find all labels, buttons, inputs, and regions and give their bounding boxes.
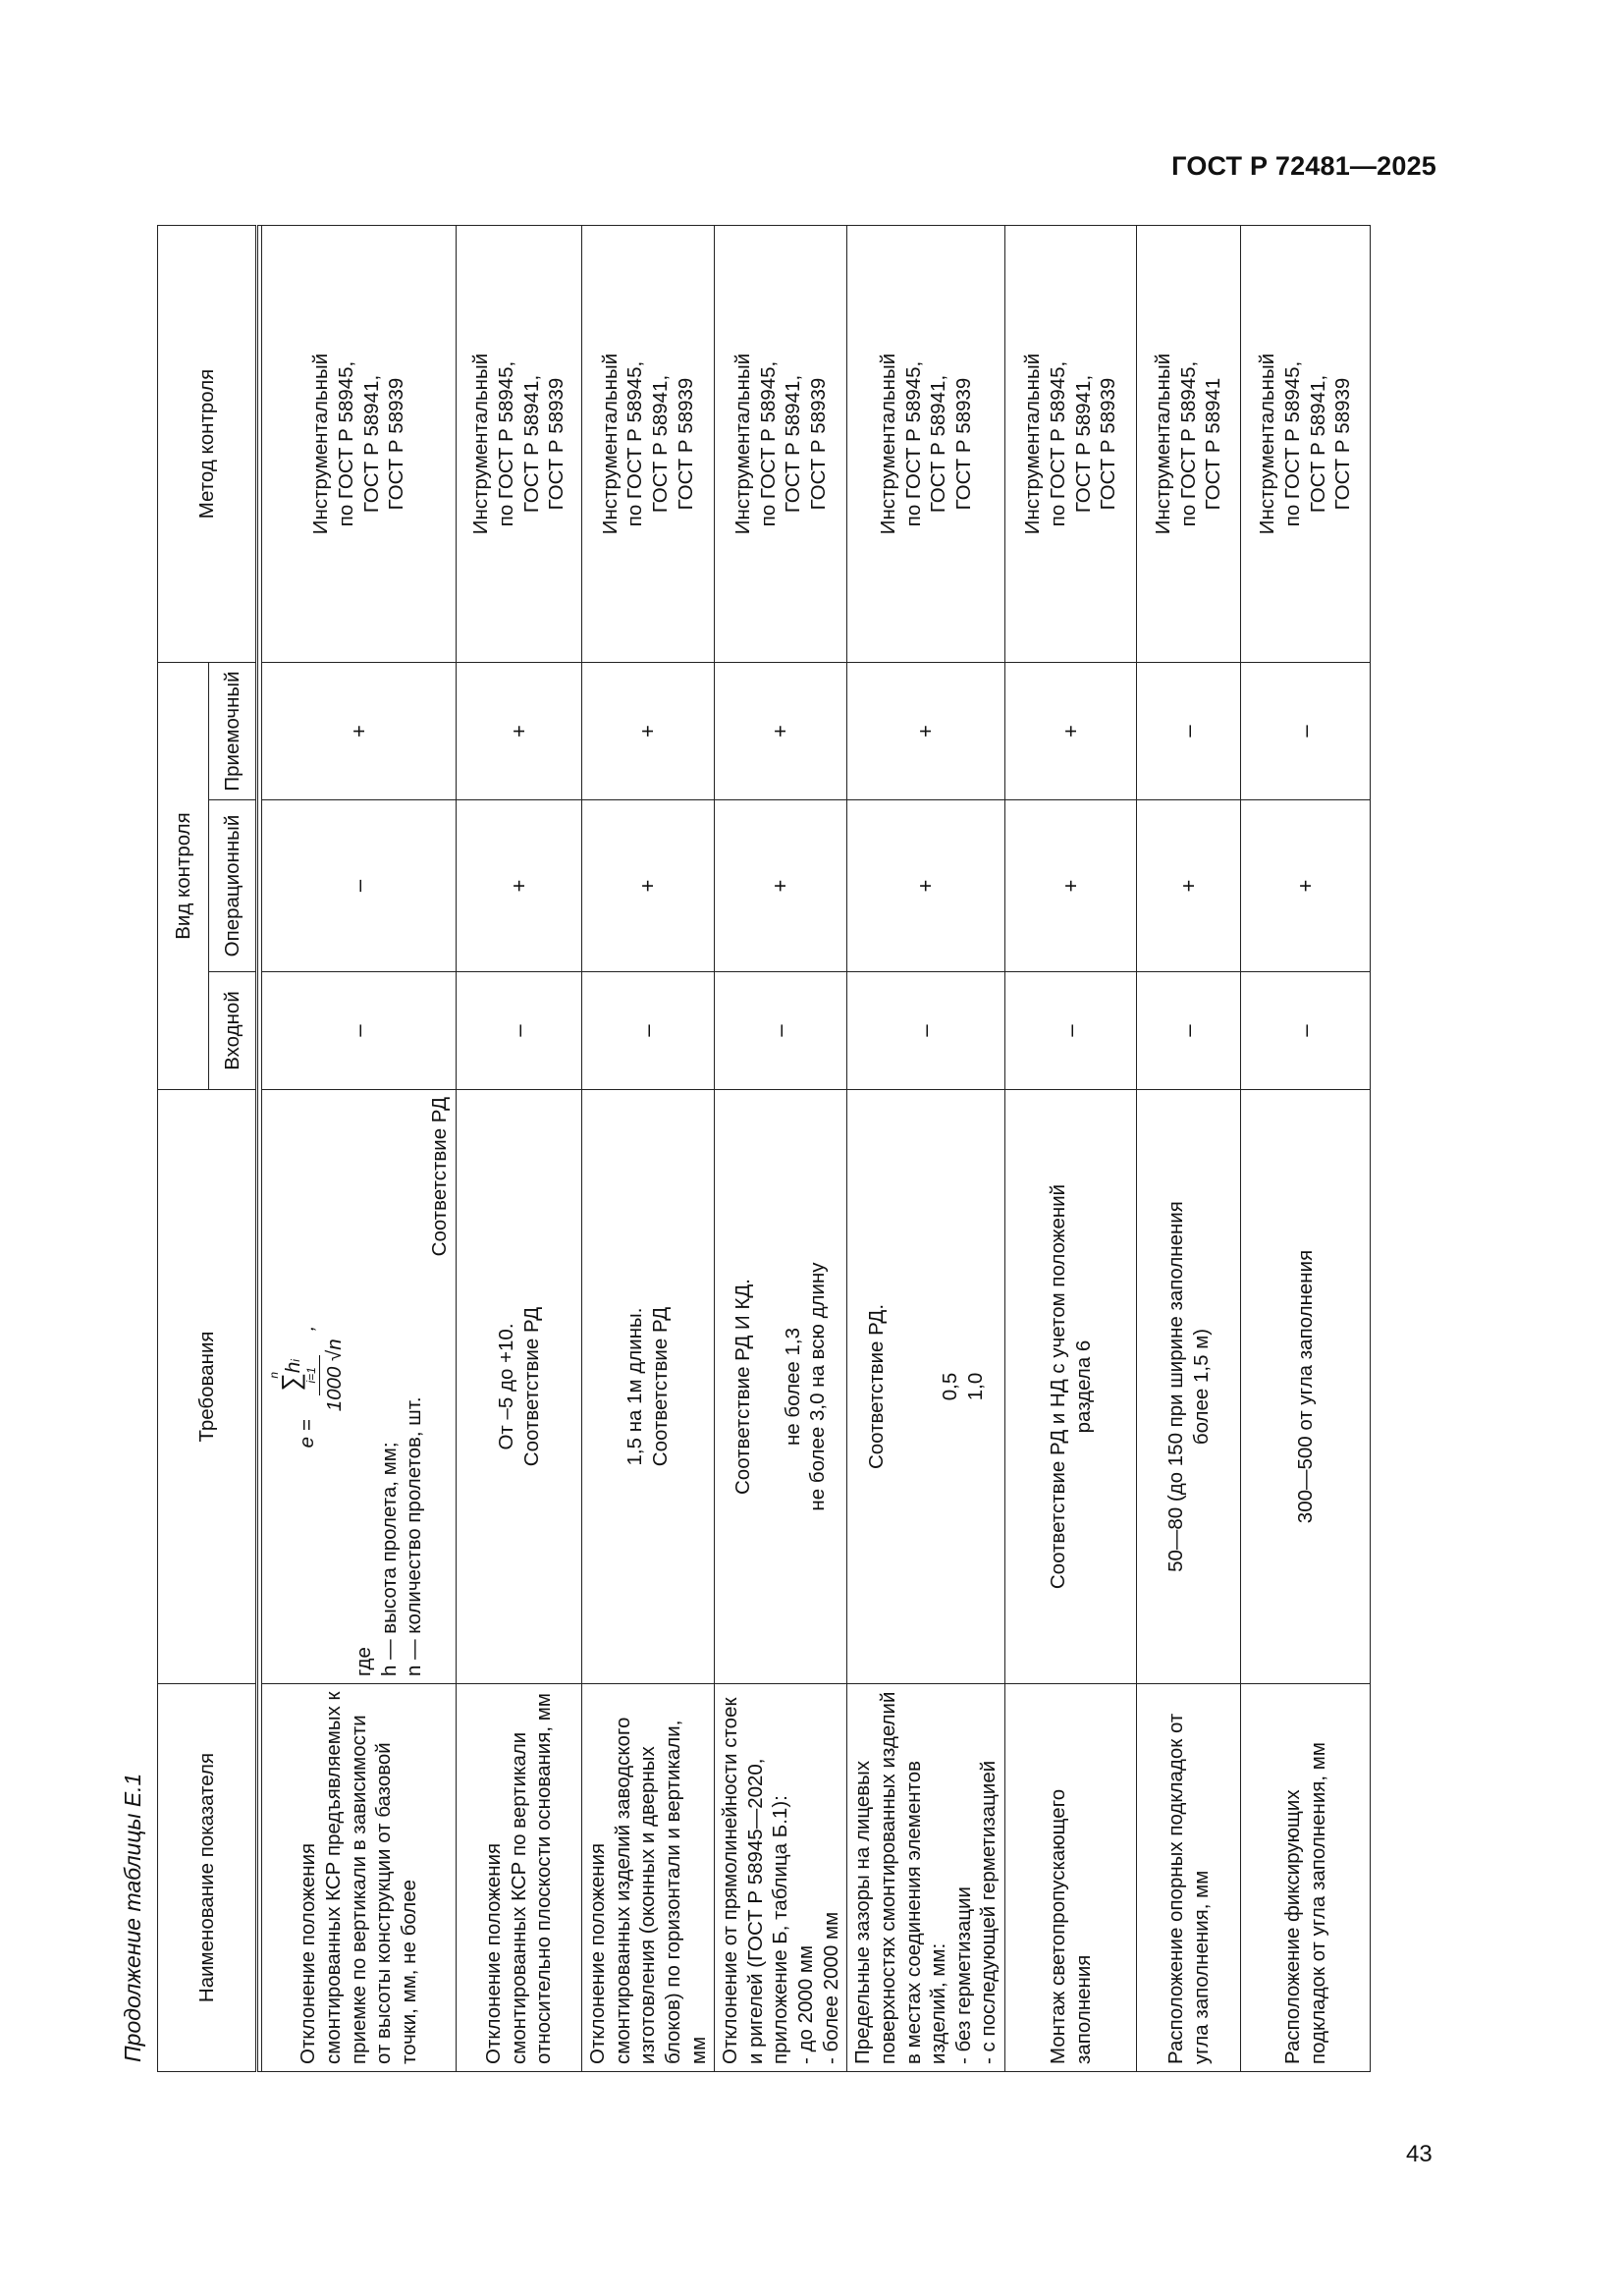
header-method: Метод контроля	[158, 226, 257, 663]
method-line: ГОСТ Р 58939	[674, 377, 697, 511]
header-acceptance: Приемочный	[209, 663, 257, 800]
req-line: 50—80 (до 150 при ширине заполнения	[1163, 1201, 1187, 1572]
name-line: Отклонение от прямолинейности стоек и ригелей (ГОСТ Р 58945—2020, приложение Б, таблица Б.1):	[719, 1697, 792, 2064]
spacer	[890, 1097, 914, 1676]
method-line: ГОСТ Р 58939	[1097, 377, 1120, 511]
req-line: h — высота пролета, мм;	[377, 1442, 401, 1676]
req-line: n — количество пролетов, шт.	[403, 1396, 426, 1676]
req-line: Соответствие РД и НД с учетом положений	[1046, 1183, 1069, 1590]
name-line: Предельные зазоры на лицевых поверхностях смонтированных изделий в местах соединения элементов изделий, мм:	[851, 1691, 950, 2064]
formula-lhs: e =	[296, 1419, 319, 1449]
mark-acceptance: +	[847, 663, 1005, 800]
req-line: 300—500 от угла заполнения	[1293, 1249, 1317, 1524]
method-line: Инструментальный	[309, 353, 333, 535]
name-line: - с последующей герметизацией	[977, 1760, 1001, 2064]
row-name: Расположение фиксирующих подкладок от угла заполнения, мм	[1241, 1684, 1371, 2072]
header-operational: Операционный	[209, 800, 257, 972]
row-name	[715, 1684, 847, 2072]
mark-operational: +	[1005, 800, 1137, 972]
row-method	[847, 226, 1005, 663]
row-method	[715, 226, 847, 663]
formula-numerator	[268, 1355, 321, 1395]
mark-incoming: –	[582, 972, 715, 1090]
mark-incoming: –	[847, 972, 1005, 1090]
row-requirements	[847, 1090, 1005, 1684]
formula-fraction	[268, 1339, 348, 1411]
table-row	[457, 226, 582, 2072]
header-requirements: Требования	[158, 1090, 257, 1684]
method-line: ГОСТ Р 58941,	[519, 374, 543, 514]
row-requirements	[1137, 1090, 1241, 1684]
row-name	[847, 1684, 1005, 2072]
mark-acceptance: +	[582, 663, 715, 800]
req-line: где	[352, 1647, 375, 1676]
method-line: Инструментальный	[469, 353, 493, 535]
mark-incoming: –	[715, 972, 847, 1090]
req-line: Соответствие РД	[519, 1306, 543, 1467]
method-line: по ГОСТ Р 58945,	[494, 360, 517, 527]
row-requirements	[262, 1090, 457, 1684]
method-line: ГОСТ Р 58939	[1331, 377, 1355, 511]
req-line: Соответствие РД	[649, 1306, 673, 1467]
table-row	[847, 226, 1005, 2072]
mark-acceptance: –	[1137, 663, 1241, 800]
method-line: по ГОСТ Р 58945,	[901, 360, 925, 527]
table-row	[715, 226, 847, 2072]
req-line: раздела 6	[1071, 1339, 1095, 1434]
method-line: Инструментальный	[1152, 353, 1175, 535]
method-line: ГОСТ Р 58941,	[927, 374, 950, 514]
row-requirements	[582, 1090, 715, 1684]
row-name: Расположение опорных подкладок от угла заполнения, мм	[1137, 1684, 1241, 2072]
method-line: Инструментальный	[1256, 353, 1279, 535]
table-row	[262, 226, 457, 2072]
method-line: Инструментальный	[1021, 353, 1045, 535]
mark-acceptance: +	[715, 663, 847, 800]
mark-incoming: –	[262, 972, 457, 1090]
mark-operational: +	[847, 800, 1005, 972]
formula-sum-bottom: i=1	[304, 1367, 319, 1384]
name-line: - более 2000 мм	[819, 1911, 842, 2064]
header-name: Наименование показателя	[158, 1684, 257, 2072]
row-name: Отклонение положения смонтированных изделий заводского изготовления (оконных и дверных блоков) по горизонтали и вертикали, мм	[582, 1684, 715, 2072]
formula-sigma: ∑	[275, 1373, 305, 1392]
formula	[268, 1326, 348, 1449]
row-requirements	[715, 1090, 847, 1684]
method-line: ГОСТ Р 58941,	[649, 374, 673, 514]
formula-denominator: 1000 √n	[323, 1339, 347, 1412]
mark-operational: +	[582, 800, 715, 972]
row-method	[457, 226, 582, 663]
req-line: не более 1,3	[781, 1327, 804, 1447]
method-line: ГОСТ Р 58939	[951, 377, 975, 511]
table-row	[1241, 226, 1371, 2072]
row-method	[1005, 226, 1137, 663]
method-line: по ГОСТ Р 58945,	[1046, 360, 1069, 527]
mark-incoming: –	[1005, 972, 1137, 1090]
row-name: Отклонение положения смонтированных КСР предъявляемых к приемке по вертикали в зависимости от высоты конструкции от базовой точки, мм, не более	[262, 1684, 457, 2072]
standard-code: ГОСТ Р 72481—2025	[1171, 151, 1436, 181]
header-control-type: Вид контроля	[158, 663, 209, 1090]
mark-acceptance: +	[262, 663, 457, 800]
method-line: ГОСТ Р 58941,	[782, 374, 805, 514]
method-line: по ГОСТ Р 58945,	[1280, 360, 1304, 527]
req-line: не более 3,0 на всю длину	[806, 1262, 830, 1511]
mark-operational: +	[1241, 800, 1371, 972]
mark-acceptance: +	[457, 663, 582, 800]
method-line: ГОСТ Р 58941,	[1071, 374, 1095, 514]
method-line: по ГОСТ Р 58945,	[756, 360, 780, 527]
formula-tail: ,	[296, 1325, 319, 1332]
req-line: Соответствие РД.	[865, 1303, 889, 1470]
page-number: 43	[1406, 2141, 1433, 2167]
mark-incoming: –	[1241, 972, 1371, 1090]
method-line: ГОСТ Р 58941,	[1306, 374, 1329, 514]
table-row	[1005, 226, 1137, 2072]
requirements-table	[157, 225, 1371, 2072]
req-line: 1,0	[963, 1372, 987, 1401]
row-name: Отклонение положения смонтированных КСР по вертикали относительно плоскости основания, мм	[457, 1684, 582, 2072]
row-requirements	[1005, 1090, 1137, 1684]
mark-incoming: –	[1137, 972, 1241, 1090]
method-line: по ГОСТ Р 58945,	[334, 360, 357, 527]
table-row	[582, 226, 715, 2072]
method-line: по ГОСТ Р 58945,	[623, 360, 647, 527]
row-requirements	[1241, 1090, 1371, 1684]
method-line: ГОСТ Р 58939	[545, 377, 568, 511]
rotated-table-block	[118, 226, 1414, 2072]
mark-operational: –	[262, 800, 457, 972]
method-line: ГОСТ Р 58941	[1202, 377, 1225, 511]
name-line: - до 2000 мм	[794, 1944, 817, 2064]
req-line: Соответствие РД	[427, 1097, 451, 1257]
row-requirements	[457, 1090, 582, 1684]
req-line: Соответствие РД И КД.	[731, 1279, 755, 1495]
header-incoming: Входной	[209, 972, 257, 1090]
method-line: по ГОСТ Р 58945,	[1176, 360, 1200, 527]
method-line: Инструментальный	[876, 353, 899, 535]
req-line: От –5 до +10.	[494, 1323, 517, 1450]
method-line: ГОСТ Р 58941,	[359, 374, 383, 514]
mark-acceptance: –	[1241, 663, 1371, 800]
formula-term: h	[281, 1361, 304, 1374]
row-method	[262, 226, 457, 663]
req-line: более 1,5 м)	[1189, 1328, 1213, 1446]
row-method	[1137, 226, 1241, 663]
method-line: Инструментальный	[598, 353, 622, 535]
mark-incoming: –	[457, 972, 582, 1090]
method-line: ГОСТ Р 58939	[806, 377, 830, 511]
row-method	[1241, 226, 1371, 663]
formula-sub: i	[288, 1359, 302, 1362]
header-row	[158, 226, 209, 2072]
formula-sum-top: n	[266, 1371, 281, 1379]
mark-operational: +	[715, 800, 847, 972]
method-line: Инструментальный	[730, 353, 754, 535]
row-name: Монтаж светопропускающего заполнения	[1005, 1684, 1137, 2072]
row-method	[582, 226, 715, 663]
req-line: 1,5 на 1м длины.	[623, 1307, 647, 1466]
name-line: - без герметизации	[951, 1886, 975, 2064]
spacer	[913, 1097, 938, 1676]
mark-acceptance: +	[1005, 663, 1137, 800]
method-line: ГОСТ Р 58939	[385, 377, 408, 511]
mark-operational: +	[457, 800, 582, 972]
spacer	[756, 1097, 781, 1676]
table-caption: Продолжение таблицы Е.1	[120, 1773, 145, 2062]
req-line: 0,5	[938, 1372, 961, 1401]
table-row	[1137, 226, 1241, 2072]
mark-operational: +	[1137, 800, 1241, 972]
